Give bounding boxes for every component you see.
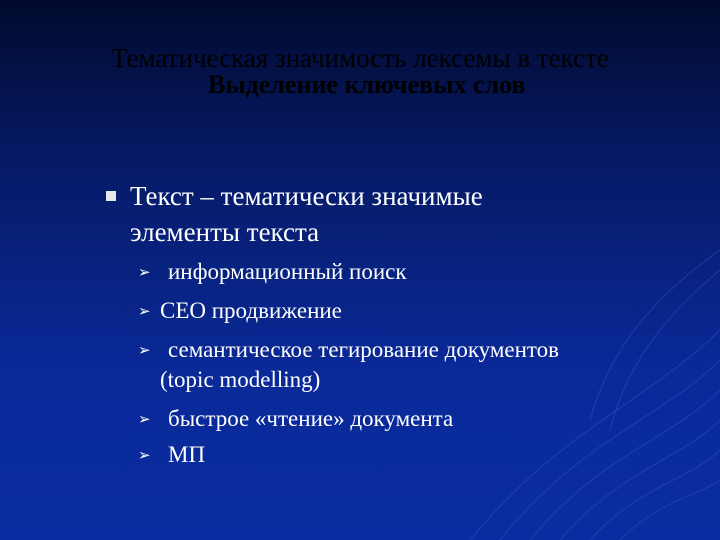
arrow-bullet-icon: ➢: [138, 304, 151, 320]
arrow-bullet-icon: ➢: [138, 412, 151, 428]
sub-bullet-5: МП: [168, 442, 206, 467]
sub-bullet-2: СЕО продвижение: [160, 298, 342, 323]
main-bullet-line1: Текст – тематически значимые: [130, 181, 483, 211]
sub-bullet-1: информационный поиск: [168, 259, 407, 284]
arrow-bullet-icon: ➢: [138, 343, 151, 359]
sub-bullet-4: быстрое «чтение» документа: [168, 406, 454, 431]
square-bullet-icon: [106, 191, 116, 201]
slide-title-line1: Тематическая значимость лексемы в тексте: [111, 43, 609, 73]
sub-bullet-3: семантическое тегирование документов: [168, 337, 560, 362]
arrow-bullet-icon: ➢: [138, 448, 151, 464]
main-bullet-text: [130, 178, 690, 250]
slide-title-line2: Выделение ключевых слов: [208, 70, 526, 99]
main-bullet-line2: элементы текста: [130, 217, 320, 247]
arrow-bullet-icon: ➢: [138, 265, 151, 281]
sub-bullet-3-continuation: (topic modelling): [160, 367, 321, 392]
